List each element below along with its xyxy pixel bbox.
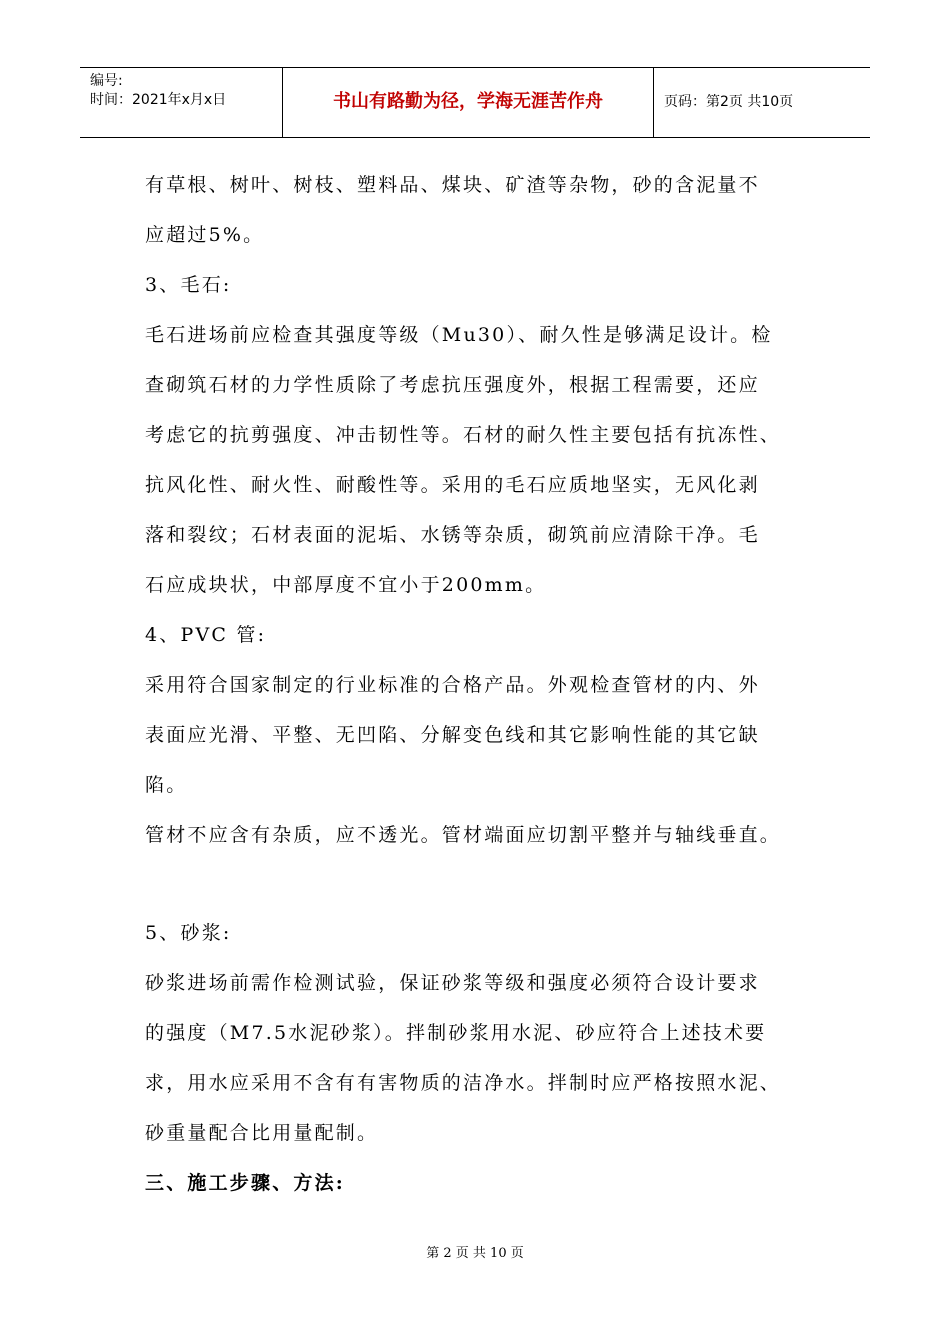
section-heading-stone: 3、毛石: (145, 274, 232, 296)
document-date-label: 时间：2021年x月x日 (90, 92, 227, 108)
body-line: 的强度（M7.5水泥砂浆）。拌制砂浆用水泥、砂应符合上述技术要 (145, 1022, 767, 1044)
body-line: 有草根、树叶、树枝、塑料品、煤块、矿渣等杂物，砂的含泥量不 (145, 174, 760, 196)
body-line: 陷。 (145, 774, 188, 796)
page-footer: 第 2 页 共 10 页 (426, 1246, 524, 1261)
header-page-cell (654, 68, 870, 137)
section-heading-construction-steps: 三、施工步骤、方法: (145, 1172, 346, 1194)
body-line: 砂重量配合比用量配制。 (145, 1122, 379, 1144)
body-line: 抗风化性、耐火性、耐酸性等。采用的毛石应质地坚实，无风化剥 (145, 474, 760, 496)
body-line: 落和裂纹；石材表面的泥垢、水锈等杂质，砌筑前应清除干净。毛 (145, 524, 760, 546)
page-header (80, 67, 870, 138)
body-line: 应超过5%。 (145, 224, 265, 246)
body-line: 砂浆进场前需作检测试验，保证砂浆等级和强度必须符合设计要求 (145, 972, 760, 994)
body-line: 采用符合国家制定的行业标准的合格产品。外观检查管材的内、外 (145, 674, 760, 696)
header-motto-cell (283, 68, 654, 137)
header-meta-cell (80, 68, 283, 137)
document-number-label: 编号: (90, 73, 123, 89)
section-heading-mortar: 5、砂浆: (145, 922, 232, 944)
body-line: 求，用水应采用不含有有害物质的洁净水。拌制时应严格按照水泥、 (145, 1072, 782, 1094)
header-motto: 书山有路勤为径，学海无涯苦作舟 (333, 91, 603, 112)
body-line: 毛石进场前应检查其强度等级（Mu30）、耐久性是够满足设计。检 (145, 324, 773, 346)
body-line: 石应成块状，中部厚度不宜小于200mm。 (145, 574, 547, 596)
body-line: 考虑它的抗剪强度、冲击韧性等。石材的耐久性主要包括有抗冻性、 (145, 424, 782, 446)
section-heading-pvc: 4、PVC 管: (145, 624, 267, 646)
body-line: 查砌筑石材的力学性质除了考虑抗压强度外，根据工程需要，还应 (145, 374, 760, 396)
body-line: 管材不应含有杂质，应不透光。管材端面应切割平整并与轴线垂直。 (145, 824, 782, 846)
header-page-info: 页码：第2页 共10页 (664, 94, 794, 110)
body-line: 表面应光滑、平整、无凹陷、分解变色线和其它影响性能的其它缺 (145, 724, 760, 746)
